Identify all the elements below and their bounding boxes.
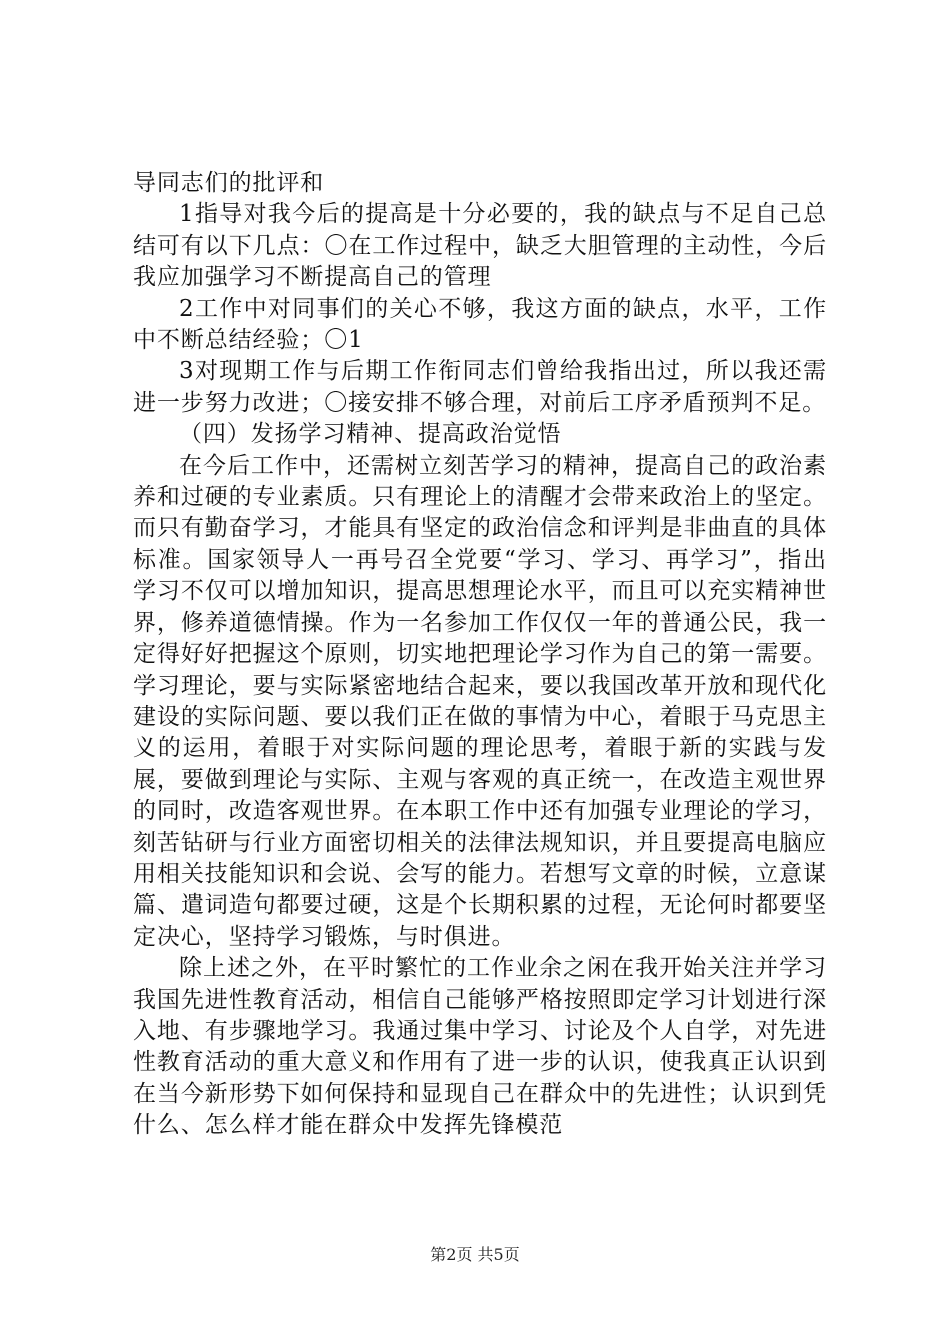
section-heading: （四）发扬学习精神、提高政治觉悟 (179, 421, 562, 448)
paragraph-3: 3对现期工作与后期工作衔同志们曾给我指出过，所以我还需进一步努力改进；〇接安排不够合理，对前后工序矛盾预判不足。 (133, 358, 827, 416)
paragraph-1: 1指导对我今后的提高是十分必要的，我的缺点与不足自己总结可有以下几点：〇在工作过程中，缺乏大胆管理的主动性，今后我应加强学习不断提高自己的管理 (133, 201, 827, 291)
paragraph-0: 导同志们的批评和 (133, 170, 325, 196)
paragraph-5: 在今后工作中，还需树立刻苦学习的精神，提高自己的政治素养和过硬的专业素质。只有理论上的清醒才会带来政治上的坚定。而只有勤奋学习，才能具有坚定的政治信念和评判是非曲直的具体标准。国家领导人一再号召全党要“学习、学习、再学习”，指出学习不仅可以增加知识，提高思想理论水平，而且可以充实精神世界，修养道德情操。作为一名参加工作仅仅一年的普通公民，我一定得好好把握这个原则，切实地把理论学习作为自己的第一需要。学习理论，要与实际紧密地结合起来，要以我国改革开放和现代化建设的实际问题、要以我们正在做的事情为中心，着眼于马克思主义的运用，着眼于对实际问题的理论思考，着眼于新的实践与发展，要做到理论与实际、主观与客观的真正统一，在改造主观世界的同时，改造客观世界。在本职工作中还有加强专业理论的学习，刻苦钻研与行业方面密切相关的法律法规知识，并且要提高电脑应用相关技能知识和会说、会写的能力。若想写文章的时候，立意谋篇、遣词造句都要过硬，这是个长期积累的过程，无论何时都要坚定决心，坚持学习锻炼，与时俱进。 (133, 452, 827, 950)
paragraph-6: 除上述之外，在平时繁忙的工作业余之闲在我开始关注并学习我国先进性教育活动，相信自己能够严格按照即定学习计划进行深入地、有步骤地学习。我通过集中学习、讨论及个人自学，对先进性教育活动的重大意义和作用有了进一步的认识，使我真正认识到在当今新形势下如何保持和显现自己在群众中的先进性；认识到凭什么、怎么样才能在群众中发挥先锋模范 (133, 955, 827, 1139)
document-body (133, 168, 827, 1142)
page-footer: 第2页 共5页 (430, 1245, 520, 1264)
paragraph-2: 2工作中对同事们的关心不够，我这方面的缺点，水平，工作中不断总结经验；〇1 (133, 295, 827, 354)
